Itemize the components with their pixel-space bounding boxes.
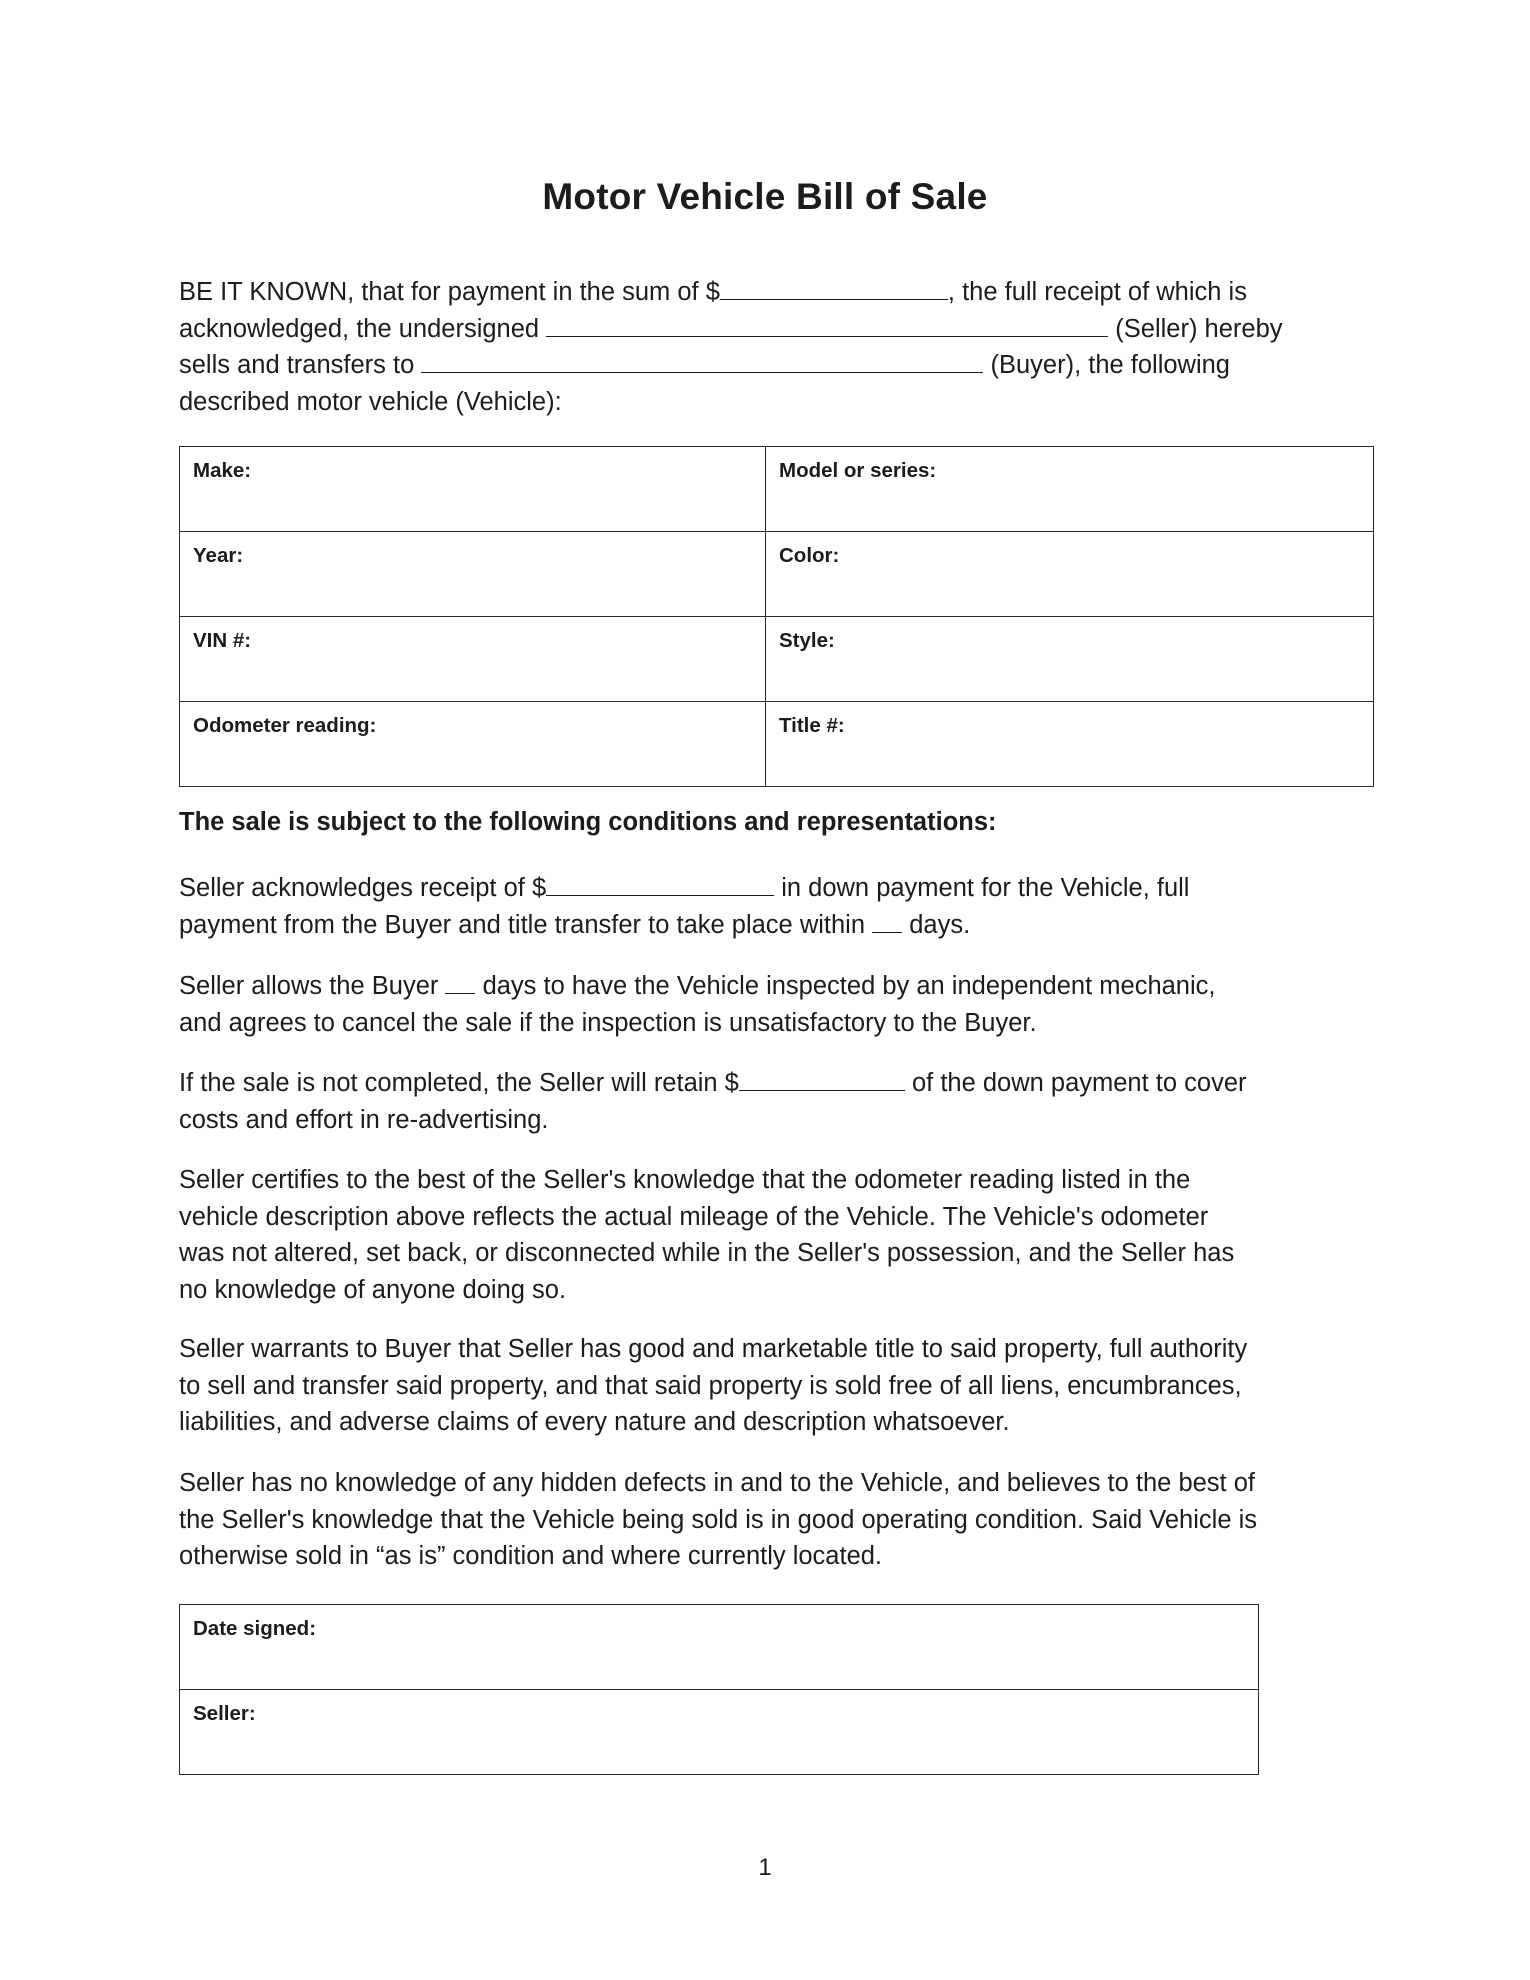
clause-line: liabilities, and adverse claims of every nature and description whatsoever. [179, 1408, 1010, 1436]
signature-table [179, 1604, 1259, 1775]
intro-paragraph [179, 274, 1359, 420]
sum-blank[interactable] [720, 279, 948, 300]
vin-field[interactable]: VIN #: [180, 617, 766, 702]
document-title: Motor Vehicle Bill of Sale [542, 176, 988, 217]
inspection-days-blank[interactable] [445, 973, 475, 994]
conditions-heading: The sale is subject to the following conditions and representations: [179, 808, 997, 836]
buyer-name-blank[interactable] [421, 352, 983, 373]
clause-line: the Seller's knowledge that the Vehicle being sold is in good operating condition. Said Vehicle is [179, 1505, 1257, 1534]
clause-line: payment from the Buyer and title transfer to take place within days. [179, 910, 971, 939]
down-payment-clause [179, 870, 1359, 943]
clause-line: Seller warrants to Buyer that Seller has good and marketable title to said property, full authority [179, 1335, 1248, 1363]
retain-amount-blank[interactable] [739, 1070, 905, 1091]
clause-line: Seller certifies to the best of the Seller's knowledge that the odometer reading listed in the [179, 1166, 1191, 1194]
clause-line: costs and effort in re-advertising. [179, 1105, 549, 1134]
intro-line-1: BE IT KNOWN, that for payment in the sum of $ , the full receipt of which is [179, 278, 1247, 306]
date-signed-field[interactable]: Date signed: [180, 1605, 1259, 1690]
defects-clause [179, 1465, 1359, 1575]
intro-line-4: described motor vehicle (Vehicle): [179, 387, 562, 416]
odometer-field[interactable]: Odometer reading: [180, 702, 766, 787]
clause-line: no knowledge of anyone doing so. [179, 1275, 567, 1304]
year-field[interactable]: Year: [180, 532, 766, 617]
transfer-days-blank[interactable] [872, 912, 902, 933]
clause-line: If the sale is not completed, the Seller will retain $ of the down payment to cover [179, 1069, 1247, 1097]
clause-line: Seller acknowledges receipt of $ in down payment for the Vehicle, full [179, 874, 1190, 902]
clause-line: to sell and transfer said property, and that said property is sold free of all liens, encumbrances, [179, 1371, 1242, 1400]
model-field[interactable]: Model or series: [766, 447, 1374, 532]
inspection-clause [179, 968, 1359, 1041]
clause-line: Seller allows the Buyer days to have the Vehicle inspected by an independent mechanic, [179, 972, 1216, 1000]
warranty-clause [179, 1331, 1359, 1441]
retain-clause [179, 1065, 1359, 1138]
style-field[interactable]: Style: [766, 617, 1374, 702]
vehicle-description-table [179, 446, 1374, 787]
down-payment-blank[interactable] [546, 875, 774, 896]
make-field[interactable]: Make: [180, 447, 766, 532]
intro-line-3: sells and transfers to (Buyer), the following [179, 351, 1230, 379]
page-number: 1 [758, 1854, 772, 1881]
seller-name-blank[interactable] [546, 316, 1108, 337]
title-number-field[interactable]: Title #: [766, 702, 1374, 787]
clause-line: otherwise sold in “as is” condition and where currently located. [179, 1542, 883, 1570]
clause-line: and agrees to cancel the sale if the inspection is unsatisfactory to the Buyer. [179, 1008, 1037, 1037]
color-field[interactable]: Color: [766, 532, 1374, 617]
clause-line: vehicle description above reflects the actual mileage of the Vehicle. The Vehicle's odometer [179, 1202, 1209, 1231]
odometer-clause [179, 1162, 1359, 1308]
clause-line: was not altered, set back, or disconnected while in the Seller's possession, and the Seller has [179, 1239, 1235, 1267]
clause-line: Seller has no knowledge of any hidden defects in and to the Vehicle, and believes to the best of [179, 1469, 1255, 1497]
intro-line-2: acknowledged, the undersigned (Seller) hereby [179, 314, 1283, 343]
seller-signature-field[interactable]: Seller: [180, 1690, 1259, 1775]
